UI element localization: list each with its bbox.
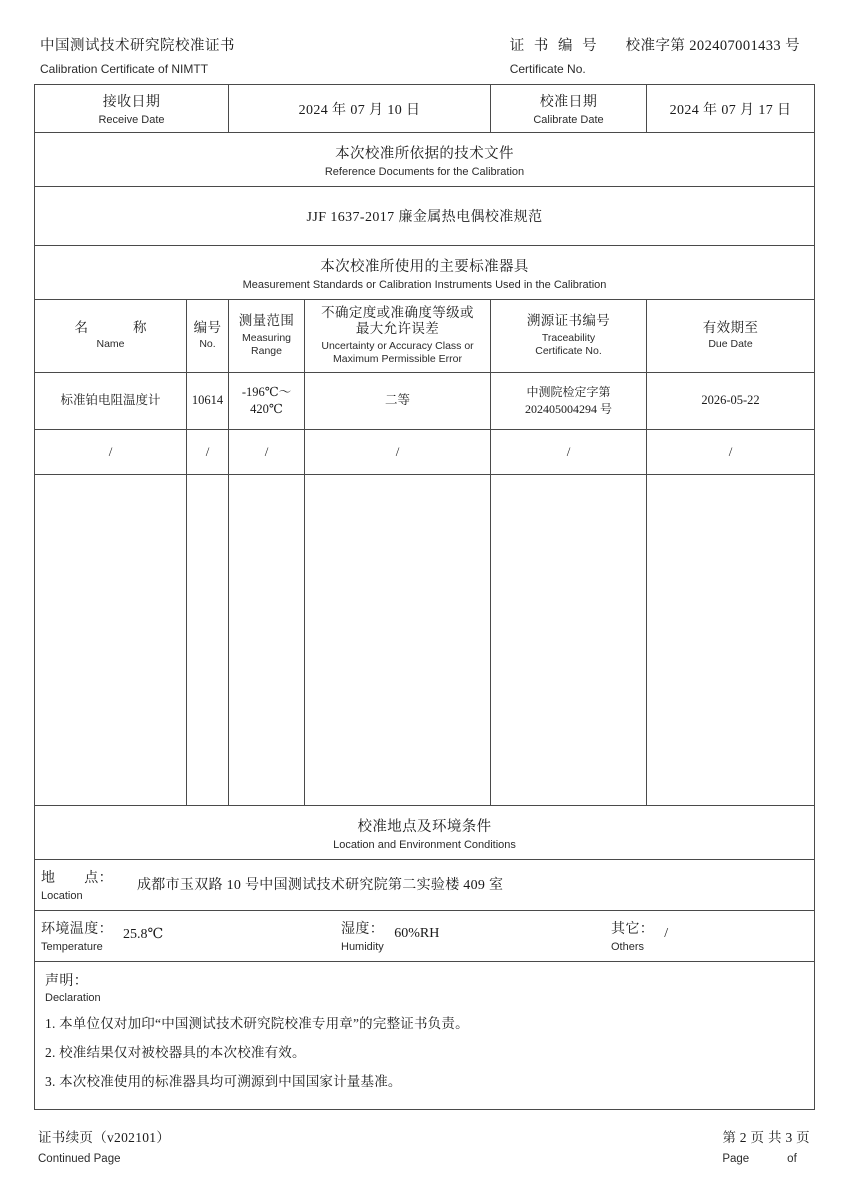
reference-band-cn: 本次校准所依据的技术文件 [335,146,514,162]
standard-due: / [647,429,815,474]
col-due-header-en: Due Date [708,338,753,351]
reference-document-text: JJF 1637-2017 廉金属热电偶校准规范 [306,210,543,225]
standard-uncertainty: / [305,429,491,474]
certificate-table [34,84,815,1110]
blank-cell [305,474,491,805]
temperature-label-cn: 环境温度： [41,922,113,938]
header-title-block [40,34,235,76]
others-value: / [664,926,669,942]
standards-blank-row [35,474,815,805]
temperature-value: 25.8℃ [123,927,164,943]
reference-band-row [35,133,815,187]
page-of-en: of [787,1152,797,1165]
col-uncertainty-header [305,300,491,373]
temperature-field [35,918,335,953]
certificate-number-label-cn: 证 书 编 号 [509,38,600,54]
page-label-en: Page [722,1152,750,1165]
col-no-header [187,300,229,373]
others-label-en: Others [611,941,645,954]
certificate-number-cn [510,34,800,55]
blank-cell [35,474,187,805]
blank-cell [187,474,229,805]
location-cell [35,859,815,910]
standard-name: / [35,429,187,474]
standard-range: / [229,429,305,474]
calibrate-date-label-en: Calibrate Date [533,114,604,126]
receive-date-value: 2024 年 07 月 10 日 [298,102,421,118]
receive-date-label-cell [35,85,229,133]
continued-page-en: Continued Page [38,1152,121,1165]
others-label-cn: 其它： [611,922,655,938]
calibrate-date-value-cell [647,85,815,133]
standards-header-row [35,300,815,373]
location-band-cell [35,805,815,859]
declaration-list [45,1012,804,1090]
continued-page-cn: 证书续页（v202101） [38,1129,171,1145]
location-band-cn: 校准地点及环境条件 [357,818,492,835]
location-label-en: Location [41,890,83,903]
standards-band-row [35,246,815,300]
location-label-cn: 地 点： [41,871,113,887]
others-label [605,918,654,953]
declaration-title-cn: 声明： [45,973,89,989]
col-uncertainty-header-cn-1: 不确定度或准确度等级或 [321,305,474,320]
receive-date-label-en: Receive Date [98,114,165,126]
environment-row [35,910,815,961]
col-range-header-cn: 测量范围 [238,313,295,329]
page-footer [34,1126,814,1165]
location-label [35,867,137,902]
standards-row [35,372,815,429]
page-number-en [722,1153,810,1165]
col-range-header-en: Measuring Range [242,331,292,357]
col-traceability-header-en-2: Certificate No. [535,344,602,357]
footer-left-block [38,1126,170,1165]
location-band-en: Location and Environment Conditions [333,838,516,851]
standard-uncertainty: 二等 [305,372,491,429]
standard-no: 10614 [187,372,229,429]
col-name-header-en: Name [96,338,125,351]
receive-date-label-cn: 接收日期 [102,95,161,110]
col-due-header [647,300,815,373]
standard-traceability-line2: 202405004294 号 [525,401,613,416]
temperature-label [35,918,113,953]
dates-row [35,85,815,133]
col-due-header-cn: 有效期至 [702,319,759,335]
location-row [35,859,815,910]
declaration-item: 2. 校准结果仅对被校器具的本次校准有效。 [45,1044,306,1060]
location-value: 成都市玉双路 10 号中国测试技术研究院第二实验楼 409 室 [137,878,504,894]
footer-right-block [722,1126,810,1165]
standards-row [35,429,815,474]
col-traceability-header-en-1: Traceability [541,331,596,344]
temperature-label-en: Temperature [41,941,103,954]
certificate-number-label-en: Certificate No. [509,62,586,76]
standards-band-en: Measurement Standards or Calibration Instruments Used in the Calibration [242,279,607,291]
humidity-label [335,918,384,953]
humidity-field [335,918,605,953]
calibrate-date-label-cell [491,85,647,133]
col-traceability-header [491,300,647,373]
environment-cell [35,910,815,961]
standard-traceability: / [491,429,647,474]
blank-cell [647,474,815,805]
standard-range: -196℃～420℃ [229,372,305,429]
page-header [34,28,814,80]
certificate-number-block [510,34,808,76]
certificate-number-value: 校准字第 202407001433 号 [625,38,800,54]
certificate-title-en: Calibration Certificate of NIMTT [40,62,209,76]
col-name-header [35,300,187,373]
standard-name: 标准铂电阻温度计 [35,372,187,429]
declaration-item: 1. 本单位仅对加印“中国测试技术研究院校准专用章”的完整证书负责。 [45,1015,469,1031]
standards-band-cell [35,246,815,300]
standard-traceability [491,372,647,429]
certificate-title-cn: 中国测试技术研究院校准证书 [40,38,235,54]
blank-cell [491,474,647,805]
col-range-header [229,300,305,373]
col-uncertainty-header-cn-2: 最大允许误差 [355,321,440,337]
standard-traceability-line1: 中测院检定字第 [526,385,611,400]
calibrate-date-value: 2024 年 07 月 17 日 [669,102,792,118]
standard-no: / [187,429,229,474]
reference-band-en: Reference Documents for the Calibration [324,166,525,178]
declaration-cell [35,961,815,1109]
declaration-header [45,970,804,1004]
declaration-row [35,961,815,1109]
col-name-header-cn: 名 称 [74,319,153,335]
col-uncertainty-header-en-1: Uncertainty or Accuracy Class or [321,339,474,352]
humidity-label-en: Humidity [341,941,384,954]
blank-cell [229,474,305,805]
receive-date-value-cell [229,85,491,133]
page-number-cn: 第 2 页 共 3 页 [722,1129,810,1145]
col-no-header-en: No. [199,338,216,351]
location-band-row [35,805,815,859]
standard-due: 2026-05-22 [647,372,815,429]
reference-document-cell [35,187,815,246]
col-uncertainty-header-en-2: Maximum Permissible Error [333,352,462,365]
declaration-item: 3. 本次校准使用的标准器具均可溯源到中国国家计量基准。 [45,1073,402,1089]
reference-band-cell [35,133,815,187]
humidity-value: 60%RH [394,926,440,942]
declaration-title-en: Declaration [45,991,101,1004]
col-no-header-cn: 编号 [193,319,222,335]
calibrate-date-label-cn: 校准日期 [539,95,598,110]
col-traceability-header-cn: 溯源证书编号 [526,313,611,329]
standards-band-cn: 本次校准所使用的主要标准器具 [320,259,529,275]
others-field [605,918,814,953]
humidity-label-cn: 湿度： [341,922,385,938]
reference-document-row [35,187,815,246]
